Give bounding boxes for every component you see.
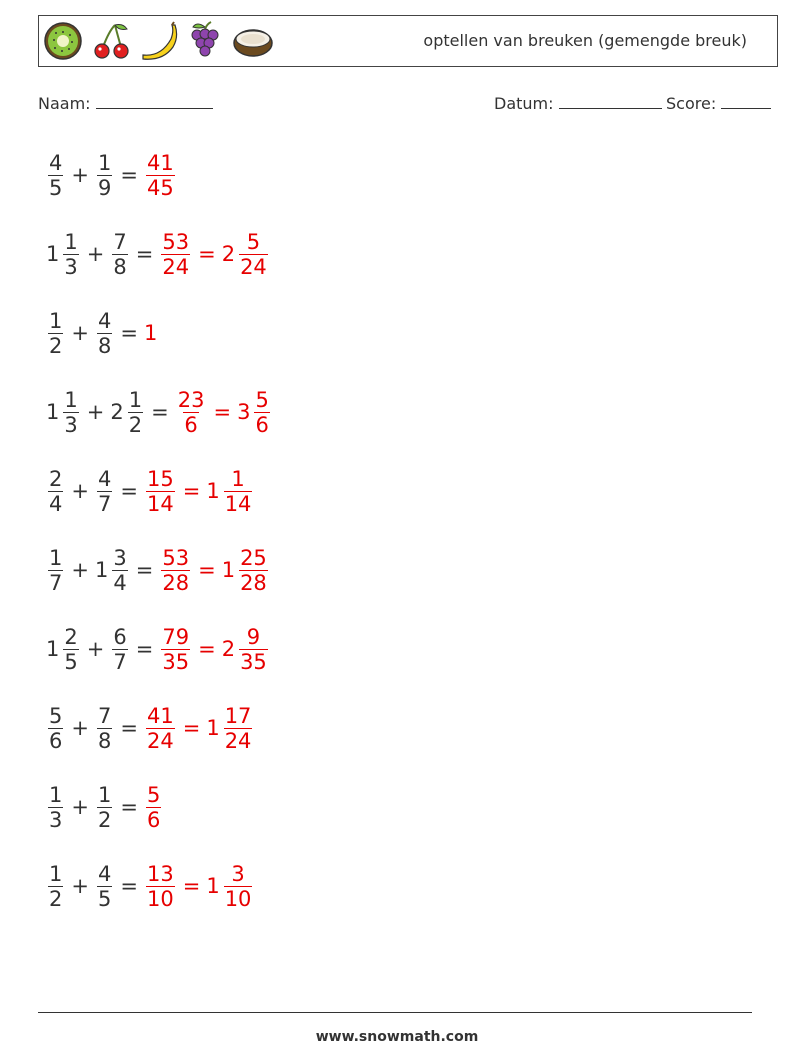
score-label: Score:: [666, 94, 717, 113]
addend-b-fraction: [97, 151, 112, 200]
plus-sign: +: [86, 637, 105, 661]
answer: [144, 321, 159, 345]
addend-a-numerator: 4: [49, 150, 63, 175]
problem-row: [46, 382, 272, 442]
equals-sign: =: [135, 637, 154, 661]
answer: [175, 388, 272, 437]
score-line: [721, 94, 771, 109]
answer-whole: 1: [143, 321, 158, 345]
addend-a-fraction: [48, 704, 63, 753]
answer-mixed-denominator: 6: [255, 412, 269, 437]
date-line: [559, 94, 662, 109]
addend-a-numerator: 1: [64, 387, 78, 412]
plus-sign: +: [86, 400, 105, 424]
answer-mixed-numerator: 25: [240, 545, 267, 570]
answer-equals-sign: =: [198, 242, 216, 266]
addend-b-denominator: 7: [113, 649, 127, 674]
addend-a-fraction: [63, 388, 78, 437]
equals-sign: =: [135, 558, 154, 582]
answer-equals-sign: =: [198, 637, 216, 661]
answer: [144, 151, 177, 200]
answer-mixed-whole: 1: [206, 874, 220, 898]
answer-fraction: [146, 783, 161, 832]
grapes-icon: [185, 21, 225, 61]
addend-b-whole: 1: [94, 558, 109, 582]
answer-mixed-numerator: 5: [246, 229, 261, 254]
answer-fraction: [146, 862, 175, 911]
answer-fraction: [146, 704, 175, 753]
answer: [159, 625, 269, 674]
answer-mixed-fraction: [239, 625, 268, 674]
problem-row: [46, 619, 270, 679]
equals-sign: =: [120, 795, 138, 819]
addend-b-fraction: [112, 625, 127, 674]
banana-icon: [139, 21, 179, 61]
addend-b-numerator: 6: [113, 624, 127, 649]
answer-numerator: 53: [162, 229, 190, 254]
answer-denominator: 10: [146, 886, 174, 911]
answer-mixed-fraction: [224, 467, 253, 516]
answer-numerator: 13: [146, 861, 174, 886]
answer: [144, 783, 163, 832]
date-label: Datum:: [494, 94, 554, 113]
problem-row: [46, 777, 163, 837]
answer-mixed-whole: 2: [221, 637, 236, 661]
addend-b-denominator: 8: [97, 728, 112, 753]
answer-equals-sign: =: [182, 874, 201, 898]
answer-equals-sign: =: [213, 400, 232, 424]
answer-fraction: [161, 625, 190, 674]
addend-a-numerator: 2: [49, 466, 63, 491]
addend-a-denominator: 5: [49, 175, 63, 200]
answer-mixed-numerator: 9: [246, 624, 261, 649]
addend-a-fraction: [48, 862, 63, 911]
answer-numerator: 15: [146, 466, 174, 491]
answer-mixed-whole: 1: [206, 479, 220, 503]
problem-row: [46, 145, 177, 205]
score-field: [666, 94, 771, 113]
answer-numerator: 41: [146, 703, 174, 728]
addend-a-fraction: [48, 467, 63, 516]
date-field: [494, 94, 662, 113]
answer-mixed-denominator: 24: [224, 728, 252, 753]
answer-mixed-fraction: [239, 546, 268, 595]
addend-b-fraction: [128, 388, 143, 437]
footer-url: www.snowmath.com: [315, 1029, 479, 1045]
addend-b-numerator: 1: [97, 150, 112, 175]
equals-sign: =: [120, 479, 138, 503]
answer-mixed-fraction: [224, 704, 253, 753]
addend-b-fraction: [97, 467, 112, 516]
worksheet-title: optellen van breuken (gemengde breuk): [423, 31, 747, 50]
name-field: [38, 94, 213, 113]
addend-b-whole: 2: [110, 400, 124, 424]
equals-sign: =: [135, 242, 154, 266]
addend-a-fraction: [48, 151, 63, 200]
problem-row: [46, 698, 254, 758]
plus-sign: +: [71, 321, 89, 345]
addend-b-denominator: 5: [97, 886, 112, 911]
answer-mixed-fraction: [254, 388, 269, 437]
answer-mixed-whole: 1: [206, 716, 220, 740]
problem-row: [46, 540, 270, 600]
header-box: [38, 15, 778, 67]
answer-fraction: [161, 546, 190, 595]
plus-sign: +: [71, 874, 89, 898]
addend-b-numerator: 1: [128, 387, 143, 412]
answer-denominator: 6: [184, 412, 198, 437]
answer: [144, 704, 254, 753]
answer-mixed-denominator: 35: [240, 649, 267, 674]
answer-mixed-denominator: 24: [240, 254, 267, 279]
answer-numerator: 53: [162, 545, 190, 570]
addend-b-numerator: 4: [97, 861, 112, 886]
answer-equals-sign: =: [198, 558, 216, 582]
answer-fraction: [177, 388, 206, 437]
answer-denominator: 45: [146, 175, 174, 200]
addend-b-denominator: 4: [113, 570, 127, 595]
equals-sign: =: [120, 163, 138, 187]
problem-row: [46, 461, 254, 521]
addend-b-fraction: [112, 230, 127, 279]
plus-sign: +: [71, 558, 89, 582]
addend-b-numerator: 3: [113, 545, 127, 570]
answer-equals-sign: =: [182, 716, 201, 740]
answer-numerator: 23: [177, 387, 205, 412]
answer-fraction: [146, 151, 175, 200]
addend-b-fraction: [97, 862, 112, 911]
plus-sign: +: [71, 795, 89, 819]
answer: [159, 546, 269, 595]
addend-b-numerator: 7: [97, 703, 112, 728]
name-line: [96, 94, 213, 109]
answer-denominator: 24: [146, 728, 174, 753]
addend-a-denominator: 2: [49, 333, 63, 358]
equals-sign: =: [120, 874, 138, 898]
plus-sign: +: [71, 163, 89, 187]
addend-b-denominator: 7: [97, 491, 112, 516]
addend-b-fraction: [97, 309, 112, 358]
addend-a-denominator: 3: [64, 254, 78, 279]
answer: [159, 230, 269, 279]
addend-a-numerator: 2: [64, 624, 78, 649]
answer-numerator: 79: [162, 624, 190, 649]
addend-b-denominator: 8: [97, 333, 112, 358]
coconut-icon: [231, 21, 275, 61]
problem-row: [46, 224, 270, 284]
answer-denominator: 6: [146, 807, 161, 832]
addend-b-numerator: 4: [97, 466, 112, 491]
fruit-icons: [43, 21, 275, 61]
plus-sign: +: [71, 716, 89, 740]
addend-b-denominator: 2: [97, 807, 112, 832]
addend-a-fraction: [48, 546, 63, 595]
addend-b-numerator: 1: [97, 782, 112, 807]
addend-a-numerator: 1: [64, 229, 78, 254]
kiwi-icon: [43, 21, 83, 61]
addend-a-denominator: 6: [49, 728, 63, 753]
addend-a-denominator: 4: [49, 491, 63, 516]
addend-a-numerator: 1: [49, 545, 63, 570]
answer-numerator: 5: [146, 782, 161, 807]
addend-a-denominator: 3: [64, 412, 78, 437]
footer-divider: [38, 1012, 752, 1013]
addend-a-numerator: 1: [49, 861, 63, 886]
answer-mixed-numerator: 1: [231, 466, 245, 491]
addend-a-numerator: 1: [49, 308, 63, 333]
addend-a-denominator: 2: [49, 886, 63, 911]
answer-mixed-numerator: 17: [224, 703, 252, 728]
addend-b-denominator: 8: [113, 254, 127, 279]
answer-mixed-numerator: 5: [255, 387, 269, 412]
answer-mixed-numerator: 3: [231, 861, 245, 886]
answer-denominator: 14: [146, 491, 174, 516]
answer-mixed-denominator: 10: [224, 886, 252, 911]
addend-a-denominator: 5: [64, 649, 78, 674]
cherries-icon: [89, 21, 133, 61]
answer-mixed-fraction: [224, 862, 253, 911]
answer-equals-sign: =: [182, 479, 201, 503]
addend-b-numerator: 7: [113, 229, 127, 254]
answer-fraction: [161, 230, 190, 279]
addend-b-fraction: [97, 704, 112, 753]
answer-mixed-whole: 1: [221, 558, 236, 582]
problem-row: [46, 303, 159, 363]
addend-b-fraction: [112, 546, 127, 595]
addend-a-numerator: 1: [49, 782, 63, 807]
equals-sign: =: [120, 716, 138, 740]
answer-mixed-denominator: 28: [240, 570, 267, 595]
addend-a-denominator: 3: [49, 807, 63, 832]
plus-sign: +: [86, 242, 105, 266]
addend-a-fraction: [48, 309, 63, 358]
answer-mixed-whole: 2: [221, 242, 236, 266]
addend-a-whole: 1: [46, 242, 60, 266]
answer-mixed-whole: 3: [237, 400, 251, 424]
answer-fraction: [146, 467, 175, 516]
answer: [144, 862, 254, 911]
answer-mixed-fraction: [239, 230, 268, 279]
equals-sign: =: [151, 400, 169, 424]
addend-a-numerator: 5: [49, 703, 63, 728]
equals-sign: =: [120, 321, 138, 345]
addend-a-fraction: [48, 783, 63, 832]
answer: [144, 467, 254, 516]
answer-denominator: 28: [162, 570, 190, 595]
addend-b-numerator: 4: [97, 308, 112, 333]
answer-mixed-denominator: 14: [224, 491, 252, 516]
problem-row: [46, 856, 254, 916]
addend-a-fraction: [63, 230, 78, 279]
addend-b-denominator: 2: [128, 412, 143, 437]
addend-a-denominator: 7: [49, 570, 63, 595]
name-label: Naam:: [38, 94, 91, 113]
answer-denominator: 35: [162, 649, 190, 674]
addend-a-whole: 1: [46, 400, 60, 424]
plus-sign: +: [71, 479, 89, 503]
addend-b-fraction: [97, 783, 112, 832]
addend-b-denominator: 9: [97, 175, 112, 200]
addend-a-whole: 1: [46, 637, 60, 661]
answer-numerator: 41: [146, 150, 174, 175]
answer-denominator: 24: [162, 254, 190, 279]
addend-a-fraction: [63, 625, 78, 674]
